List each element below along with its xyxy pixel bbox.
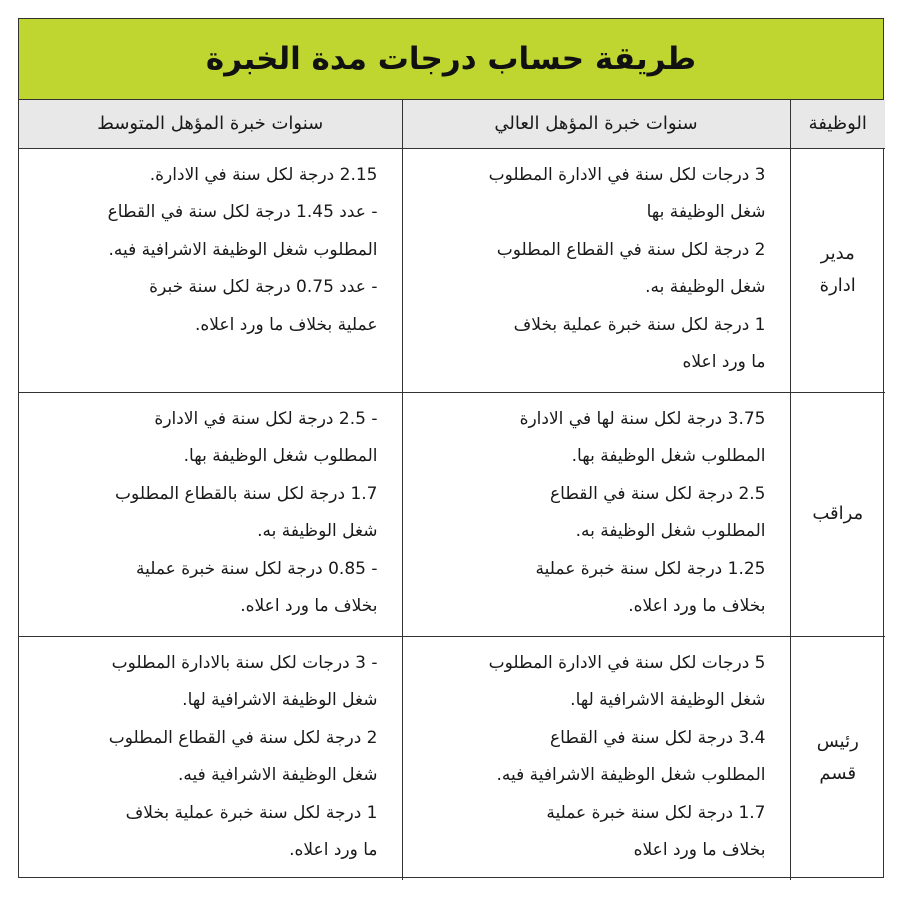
cell-line: شغل الوظيفة بها [646,202,766,222]
cell-line: 1.7 درجة لكل سنة خبرة عملية [546,802,766,823]
table-row [19,148,885,392]
cell-line: شغل الوظيفة الاشرافية لها. [182,690,378,710]
job-name-line: ادارة [819,275,856,296]
cell-line: 3 درجات لكل سنة في الادارة المطلوب [488,164,766,185]
job-name-line: قسم [819,763,857,784]
job-cell [790,392,885,636]
higher-qualification-cell [402,636,790,880]
cell-line: 2 درجة لكل سنة في القطاع المطلوب [108,727,378,748]
document-frame [18,18,884,878]
cell-line: المطلوب شغل الوظيفة الاشرافية فيه. [496,765,766,785]
cell-line: شغل الوظيفة الاشرافية لها. [570,690,766,710]
job-name-line: مراقب [812,503,864,524]
cell-line: 3.4 درجة لكل سنة في القطاع [550,727,766,748]
cell-line: 2 درجة لكل سنة في القطاع المطلوب [496,239,766,260]
medium-qualification-cell [19,636,402,880]
experience-grading-table [19,100,885,880]
job-cell [790,636,885,880]
cell-line: عملية بخلاف ما ورد اعلاه. [194,314,378,335]
cell-line: شغل الوظيفة الاشرافية فيه. [177,765,378,785]
job-cell [790,148,885,392]
cell-line: المطلوب شغل الوظيفة الاشرافية فيه. [108,239,378,260]
medium-qualification-cell [19,392,402,636]
cell-line: 2.15 درجة لكل سنة في الادارة. [149,164,378,185]
cell-line: 3.75 درجة لكل سنة لها في الادارة [519,408,766,429]
cell-line: المطلوب شغل الوظيفة بها. [571,446,766,466]
table-row [19,636,885,880]
cell-line: المطلوب شغل الوظيفة بها. [183,446,378,466]
medium-qualification-cell [19,148,402,392]
cell-line: - 3 درجات لكل سنة بالادارة المطلوب [111,652,378,673]
cell-line: 1 درجة لكل سنة خبرة عملية بخلاف [513,314,766,335]
cell-line: ما ورد اعلاه. [289,840,378,860]
cell-line: بخلاف ما ورد اعلاه. [628,596,766,616]
cell-line: - 2.5 درجة لكل سنة في الادارة [154,408,378,429]
table-header-row [19,100,885,148]
title-banner [19,19,883,100]
cell-line: - عدد 0.75 درجة لكل سنة خبرة [149,277,378,297]
header-job: الوظيفة [790,100,885,148]
cell-line: بخلاف ما ورد اعلاه. [240,596,378,616]
higher-qualification-cell [402,148,790,392]
cell-line: شغل الوظيفة به. [645,277,766,297]
cell-line: بخلاف ما ورد اعلاه [633,840,766,860]
cell-line: 1.25 درجة لكل سنة خبرة عملية [535,558,766,579]
higher-qualification-cell [402,392,790,636]
cell-line: 5 درجات لكل سنة في الادارة المطلوب [488,652,766,673]
cell-line: - عدد 1.45 درجة لكل سنة في القطاع [107,202,378,222]
cell-line: المطلوب شغل الوظيفة به. [575,521,766,541]
cell-line: ما ورد اعلاه [682,352,766,372]
cell-line: - 0.85 درجة لكل سنة خبرة عملية [135,558,378,579]
job-name-line: رئيس [816,731,859,752]
cell-line: شغل الوظيفة به. [257,521,378,541]
cell-line: 2.5 درجة لكل سنة في القطاع [550,483,766,504]
table-row [19,392,885,636]
cell-line: 1.7 درجة لكل سنة بالقطاع المطلوب [115,483,378,504]
header-medium-qualification: سنوات خبرة المؤهل المتوسط [19,100,402,148]
header-higher-qualification: سنوات خبرة المؤهل العالي [402,100,790,148]
page-title: طريقة حساب درجات مدة الخبرة [205,41,697,77]
cell-line: 1 درجة لكل سنة خبرة عملية بخلاف [125,802,378,823]
job-name-line: مدير [820,243,855,264]
